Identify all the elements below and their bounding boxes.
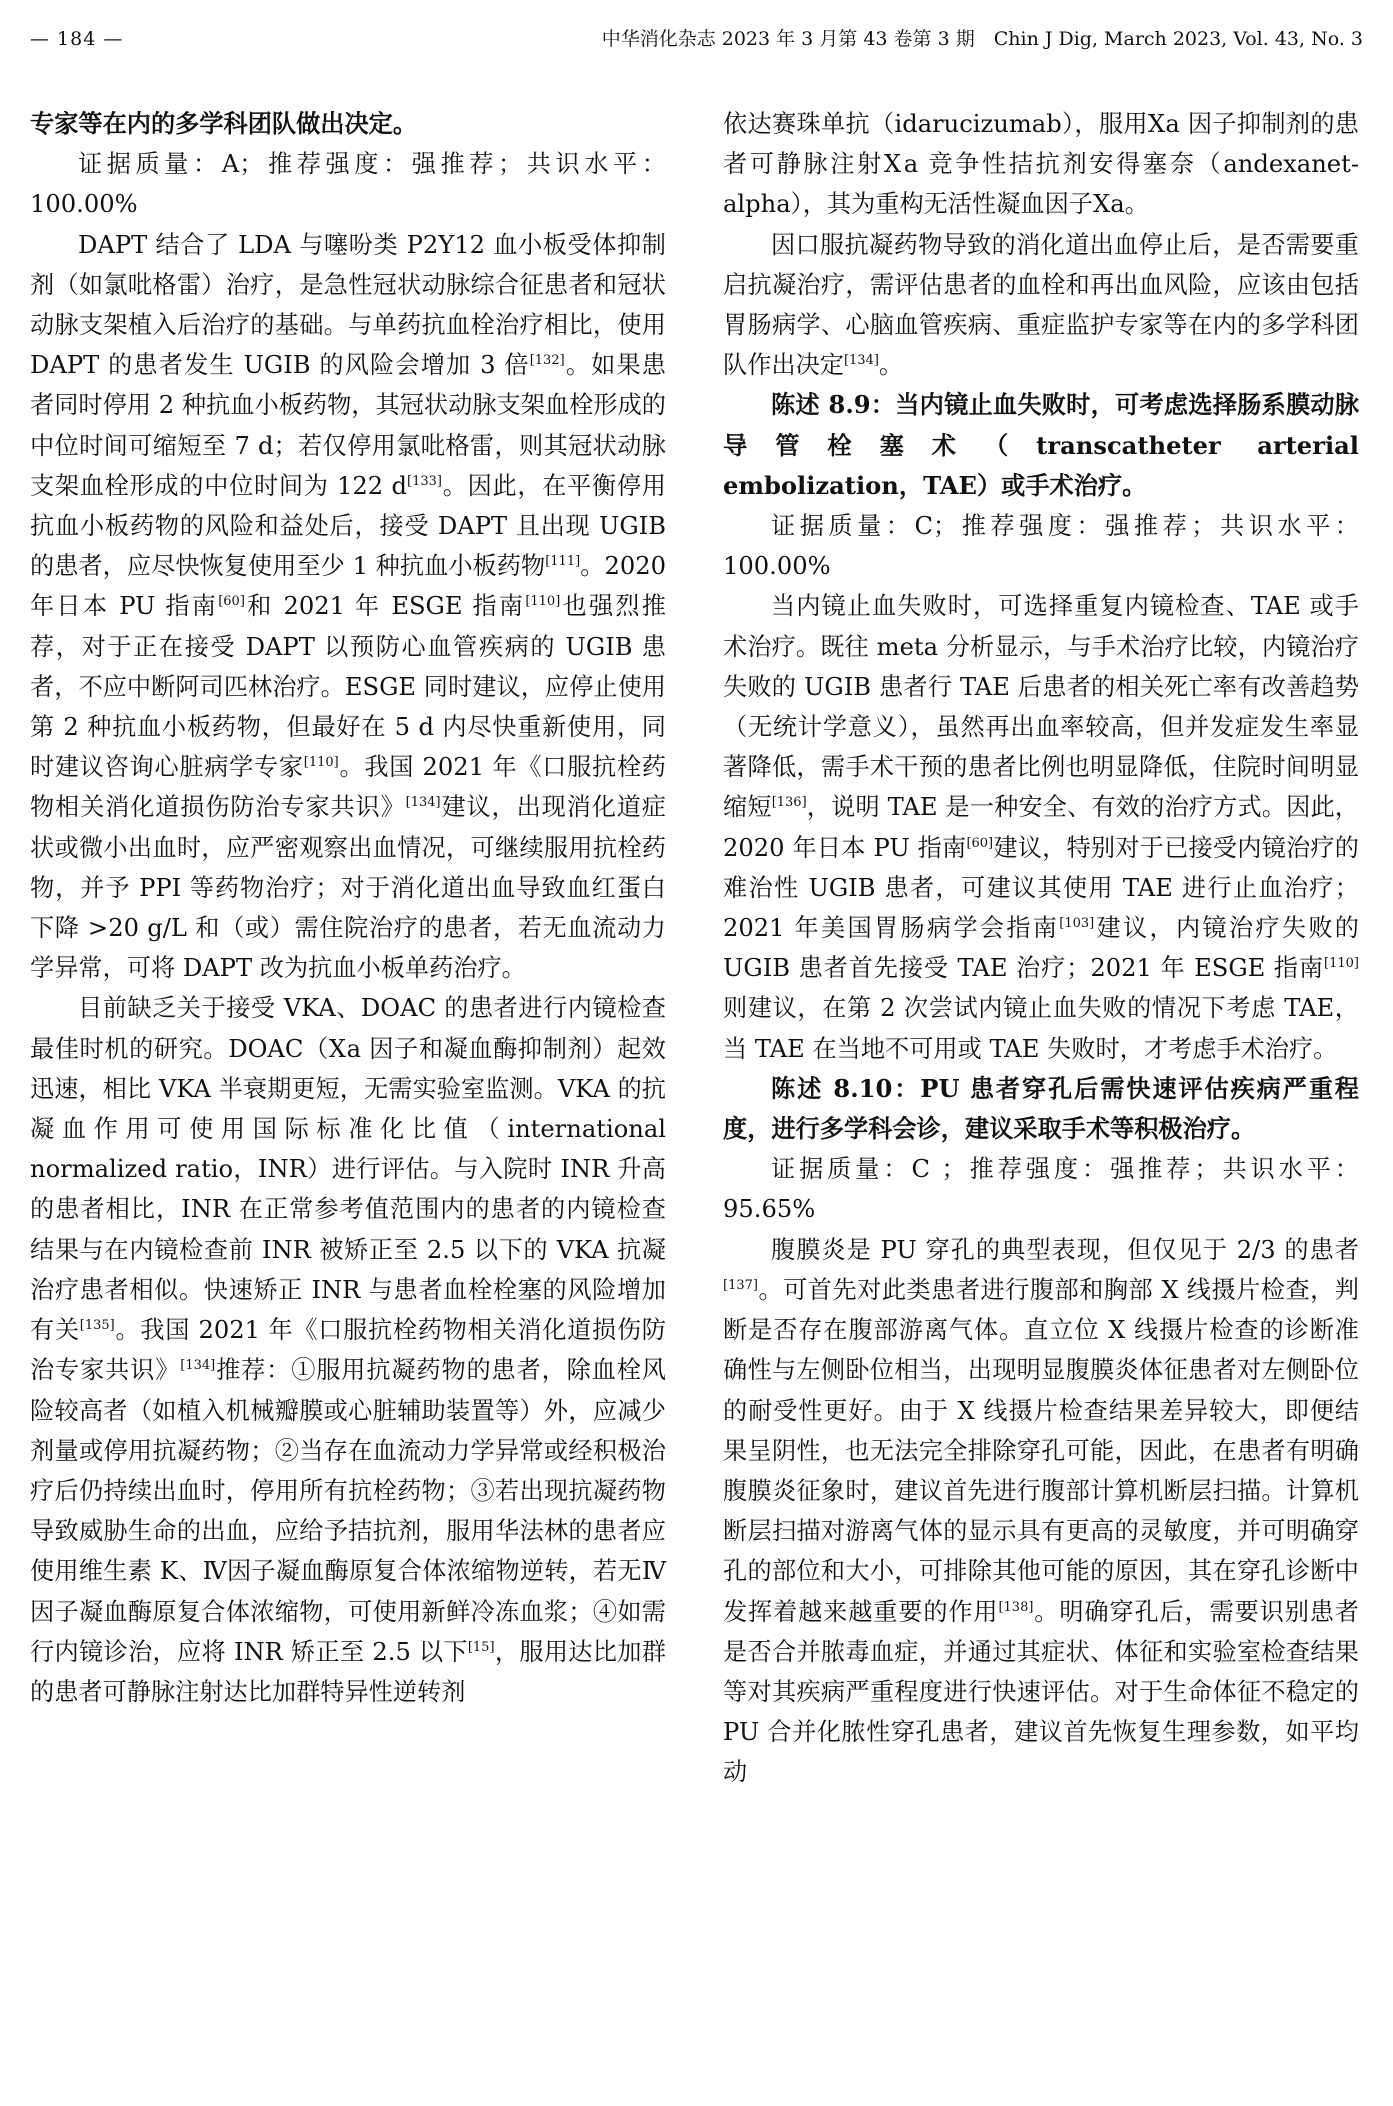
text-run: 和 2021 年 ESGE 指南 — [244, 592, 526, 621]
citation: [132] — [529, 353, 565, 369]
text-run: DAPT 结合了 LDA 与噻吩类 P2Y12 血小板受体抑制剂（如氯吡格雷）治疗，是急性冠状动脉综合征患者和冠状动脉支架植入后治疗的基础。与单药抗血栓治疗相比，使用 DAPT 的患者发生 UGIB 的风险会增加 3 倍 — [30, 230, 666, 380]
citation: [134] — [843, 353, 879, 369]
text-run: 。 — [878, 351, 904, 380]
citation: [103] — [1059, 916, 1095, 932]
text-run: 。明确穿孔后，需要识别患者是否合并脓毒血症，并通过其症状、体征和实验室检查结果等对其疾病严重程度进行快速评估。对于生命体征不稳定的 PU 合并化脓性穿孔患者，建议首先恢复生理参数，如平均动 — [723, 1597, 1359, 1787]
running-header — [30, 22, 1363, 56]
citation: [137] — [723, 1277, 758, 1293]
journal-info: 中华消化杂志 2023 年 3 月第 43 卷第 3 期 Chin J Dig, March 2023, Vol. 43, No. 3 — [601, 28, 1363, 50]
text-run: 。如果患者同时停用 2 种抗血小板药物，其冠状动脉支架血栓形成的中位时间可缩短至 7 d；若仅停用氯吡格雷，则其冠状动脉支架血栓形成的中位时间为 122 d — [30, 351, 666, 500]
right-column — [723, 104, 1359, 1793]
text-run: 。可首先对此类患者进行腹部和胸部 X 线摄片检查，判断是否存在腹部游离气体。直立位 X 线摄片检查的诊断准确性与左侧卧位相当，出现明显腹膜炎体征患者对左侧卧位的耐受性更好。由于 X 线摄片检查结果差异较大，即便结果呈阴性，也无法完全排除穿孔可能，因此，在患者有明确腹膜炎征象时，建议首先进行腹部计算机断层扫描。计算机断层扫描对游离气体的显示具有更高的灵敏度，并可明确穿孔的部位和大小，可排除其他可能的原因，其在穿孔诊断中发挥着越来越重要的作用 — [723, 1275, 1359, 1626]
text-run: 。我国 2021 年《口服抗栓药物相关消化道损伤防治专家共识》 — [30, 1316, 666, 1385]
text-run: 建议，出现消化道症状或微小出血时，应严密观察出血情况，可继续服用抗栓药物，并予 PPI 等药物治疗；对于消化道出血导致血红蛋白下降 >20 g/L 和（或）需住院治疗的患者，若无血流动力学异常，可将 DAPT 改为抗血小板单药治疗。 — [30, 793, 666, 983]
paragraph — [723, 225, 1359, 386]
text-run: 因口服抗凝药物导致的消化道出血停止后，是否需要重启抗凝治疗，需评估患者的血栓和再出血风险，应该由包括胃肠病学、心脑血管疾病、重症监护专家等在内的多学科团队作出决定 — [723, 230, 1359, 380]
text-run: 建议，特别对于已接受内镜治疗的难治性 UGIB 患者，可建议其使用 TAE 进行止血治疗；2021 年美国胃肠病学会指南 — [723, 833, 1359, 943]
text-run: 。我国 2021 年《口服抗栓药物相关消化道损伤防治专家共识》 — [30, 753, 666, 822]
text-run: 也强烈推荐，对于正在接受 DAPT 以预防心血管疾病的 UGIB 患者，不应中断阿司匹林治疗。ESGE 同时建议，应停止使用第 2 种抗血小板药物，但最好在 5 d 内尽快重新使用，同时建议咨询心脏病学专家 — [30, 592, 666, 782]
paragraph — [30, 988, 666, 1712]
evidence-line: 证据质量：C ；推荐强度：强推荐；共识水平：95.65% — [723, 1155, 1359, 1224]
text-run: ，服用达比加群的患者可静脉注射达比加群特异性逆转剂 — [30, 1637, 666, 1706]
paragraph: 专家等在内的多学科团队做出决定。 — [30, 109, 418, 138]
text-run: 腹膜炎是 PU 穿孔的典型表现，但仅见于 2/3 的患者 — [771, 1235, 1359, 1264]
citation: [110] — [525, 594, 561, 610]
citation: [134] — [180, 1358, 216, 1374]
citation: [133] — [407, 473, 443, 489]
citation: [136] — [771, 795, 807, 811]
text-run: 推荐：①服用抗凝药物的患者，除血栓风险较高者（如植入机械瓣膜或心脏辅助装置等）外，应减少剂量或停用抗凝药物；②当存在血流动力学异常或经积极治疗后仍持续出血时，停用所有抗栓药物；③若出现抗凝药物导致威胁生命的出血，应给予拮抗剂，服用华法林的患者应使用维生素 K、Ⅳ因子凝血酶原复合体浓缩物逆转，若无Ⅳ因子凝血酶原复合体浓缩物，可使用新鲜冷冻血浆；④如需行内镜诊治，应将 INR 矫正至 2.5 以下 — [30, 1356, 666, 1666]
evidence-line: 证据质量：C；推荐强度：强推荐；共识水平：100.00% — [723, 512, 1359, 581]
text-run: 目前缺乏关于接受 VKA、DOAC 的患者进行内镜检查最佳时机的研究。DOAC（Ⅹa 因子和凝血酶抑制剂）起效迅速，相比 VKA 半衰期更短，无需实验室监测。VKA 的抗凝血作用可使用国际标准化比值（international normalized ratio，INR）进行评估。与入院时 INR 升高的患者相比，INR 在正常参考值范围内的患者的内镜检查结果与在内镜检查前 INR 被矫正至 2.5 以下的 VKA 抗凝治疗患者相似。快速矫正 INR 与患者血栓栓塞的风险增加有关 — [30, 994, 666, 1345]
text-run: ，说明 TAE 是一种安全、有效的治疗方式。因此，2020 年日本 PU 指南 — [723, 793, 1359, 862]
page-number: — 184 — — [30, 28, 124, 50]
paragraph — [30, 225, 666, 989]
paragraph — [723, 1230, 1359, 1793]
text-run: 建议，内镜治疗失败的 UGIB 患者首先接受 TAE 治疗；2021 年 ESGE 指南 — [723, 914, 1359, 983]
citation: [60] — [218, 594, 245, 610]
citation: [111] — [545, 554, 581, 570]
text-run: 。2020 年日本 PU 指南 — [30, 552, 666, 621]
statement-8-10: 陈述 8.10：PU 患者穿孔后需快速评估疾病严重程度，进行多学科会诊，建议采取手术等积极治疗。 — [723, 1073, 1359, 1144]
citation: [138] — [998, 1599, 1034, 1615]
evidence-line: 证据质量：A；推荐强度：强推荐；共识水平：100.00% — [30, 150, 666, 219]
text-run: 则建议，在第 2 次尝试内镜止血失败的情况下考虑 TAE，当 TAE 在当地不可用或 TAE 失败时，才考虑手术治疗。 — [723, 994, 1359, 1063]
citation: [134] — [405, 795, 441, 811]
paragraph — [723, 586, 1359, 1068]
citation: [135] — [79, 1318, 115, 1334]
text-run: 。因此，在平衡停用抗血小板药物的风险和益处后，接受 DAPT 且出现 UGIB 的患者，应尽快恢复使用至少 1 种抗血小板药物 — [30, 471, 666, 581]
statement-8-9: 陈述 8.9：当内镜止血失败时，可考虑选择肠系膜动脉导管栓塞术（transcatheter arterial embolization，TAE）或手术治疗。 — [723, 390, 1359, 500]
citation: [15] — [467, 1639, 495, 1655]
left-column — [30, 104, 666, 1712]
citation: [60] — [966, 835, 994, 851]
citation: [110] — [303, 755, 339, 771]
text-run: 当内镜止血失败时，可选择重复内镜检查、TAE 或手术治疗。既往 meta 分析显示，与手术治疗比较，内镜治疗失败的 UGIB 患者行 TAE 后患者的相关死亡率有改善趋势（无统计学意义），虽然再出血率较高，但并发症发生率显著降低，需手术干预的患者比例也明显降低，住院时间明显缩短 — [723, 592, 1359, 822]
citation: [110] — [1324, 956, 1359, 972]
paragraph: 依达赛珠单抗（idarucizumab），服用Ⅹa 因子抑制剂的患者可静脉注射Ⅹa 竞争性拮抗剂安得塞奈（andexanet-alpha），其为重构无活性凝血因子Ⅹa。 — [723, 110, 1359, 219]
